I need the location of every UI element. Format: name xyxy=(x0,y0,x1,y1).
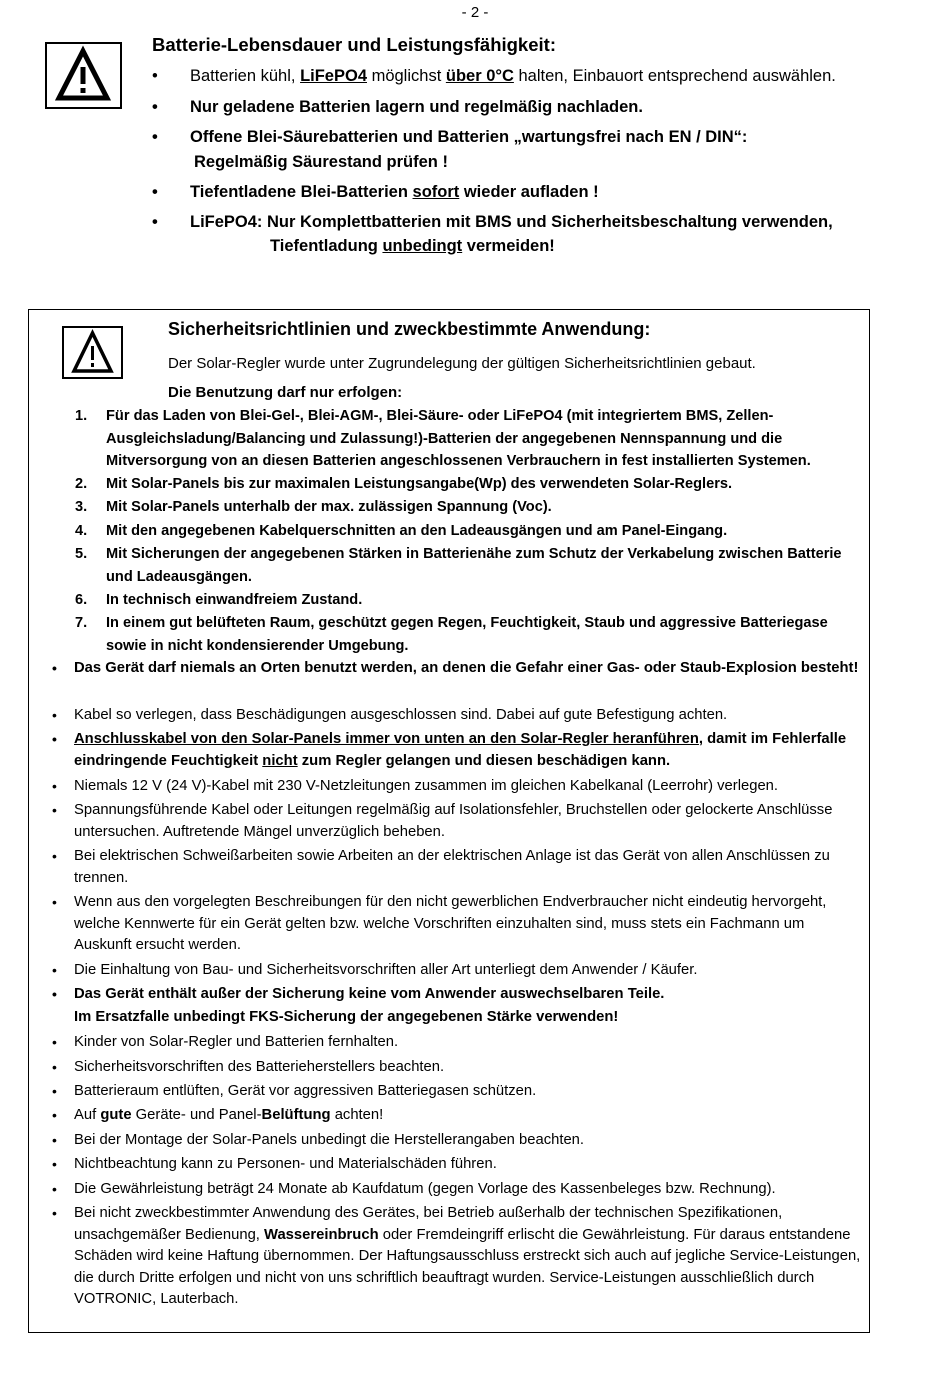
section2-title: Sicherheitsrichtlinien und zweckbestimmte Anwendung: xyxy=(168,319,651,339)
warning-triangle-icon xyxy=(45,42,122,109)
usage-heading: Die Benutzung darf nur erfolgen: xyxy=(168,384,403,401)
warning-triangle-icon xyxy=(62,326,123,379)
section1-title: Batterie-Lebensdauer und Leistungsfähigkeit: xyxy=(152,34,556,55)
page-number: - 2 - xyxy=(461,4,489,21)
intro-text: Der Solar-Regler wurde unter Zugrundelegung der gültigen Sicherheitsrichtlinien gebaut. xyxy=(168,355,756,372)
